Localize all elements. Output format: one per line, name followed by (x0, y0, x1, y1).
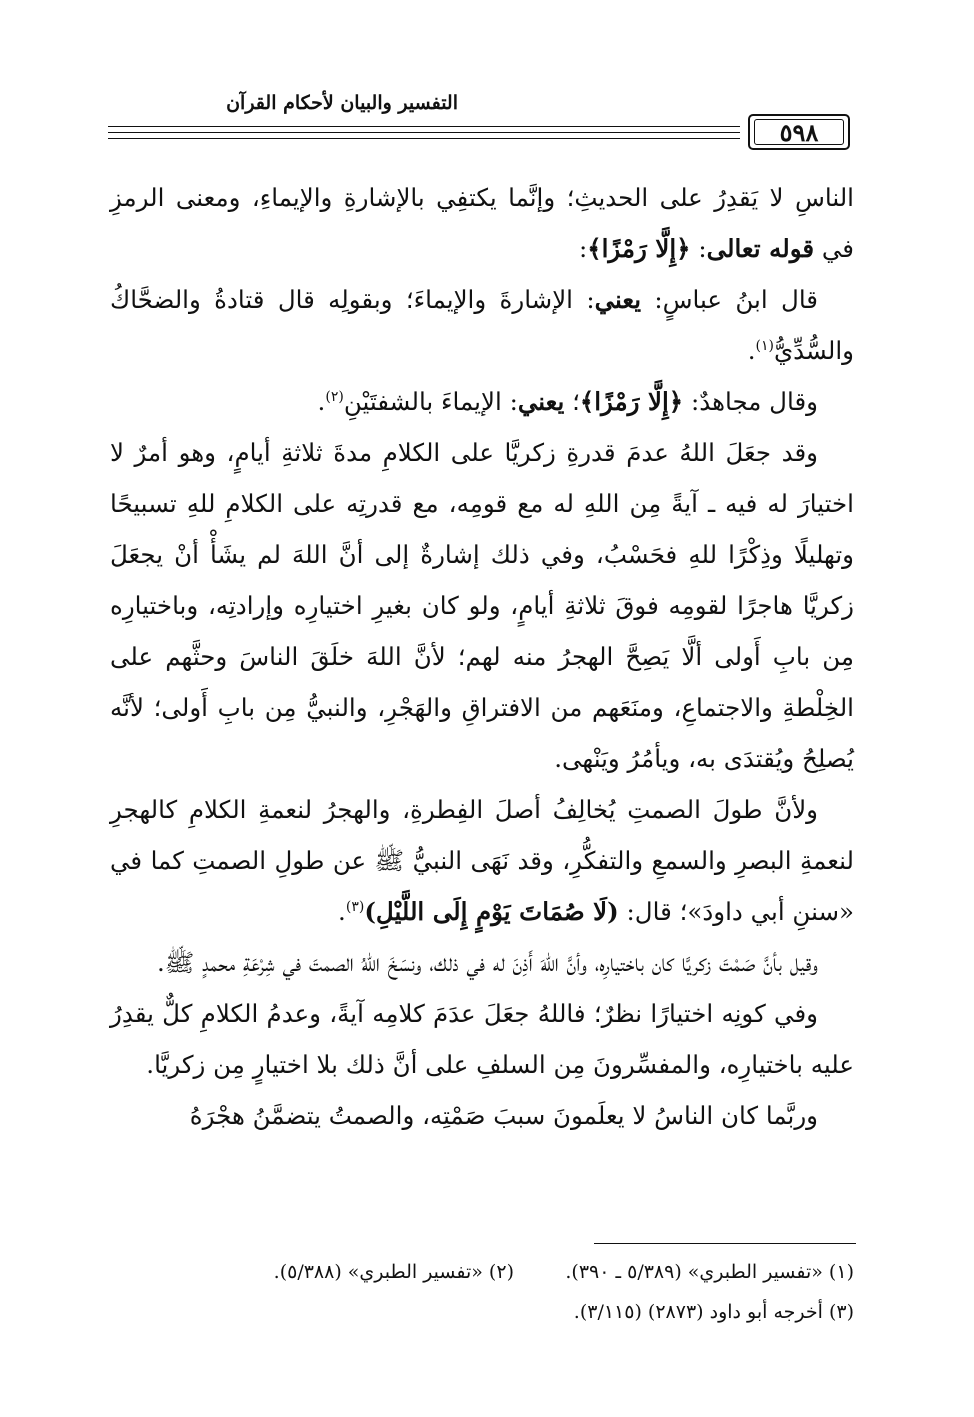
text-run: وقال مجاهدٌ: (683, 387, 818, 416)
footnote-separator (594, 1243, 856, 1244)
footnote-ref: (٢) (325, 388, 344, 405)
footnote-row (110, 1252, 854, 1292)
text-run: : (690, 234, 707, 263)
paragraph: وقد جعَلَ اللهُ عدمَ قدرةِ زكريَّا على الكلامِ مدةَ ثلاثةِ أيامٍ، وهو أمرٌ لا اختيارَ له فيه ـ آيةً مِن اللهِ له مع قومِه، مع قدرتِه على الكلامِ للهِ تسبيحًا وتهليلًا وذِكْرًا للهِ فحَسْبُ، وفي ذلك إشارةٌ إلى أنَّ اللهَ لم يشَأْ أنْ يجعَلَ زكريَّا هاجرًا لقومِه فوقَ ثلاثةِ أيامٍ، ولو كان بغيرِ اختيارِه وإرادتِه، وباختيارِه مِن بابِ أَولى ألَّا يَصِحَّ الهجرُ منه لهم؛ لأنَّ اللهَ خلَقَ الناسَ وحثَّهم على الخِلْطةِ والاجتماعِ، ومنَعَهم من الافتراقِ والهَجْرِ، والنبيُّ مِن بابِ أَولى؛ لأنَّه يُصلِحُ ويُقتدَى به، ويأمُرُ ويَنْهى. (110, 438, 854, 773)
book-title: التفسير والبيان لأحكام القرآن (226, 92, 458, 114)
footnote-2: (٢) «تفسير الطبري» (٥/٣٨٨). (273, 1261, 514, 1283)
paragraph: وفي كونِه اختيارًا نظرٌ؛ فاللهُ جعَلَ عدَمَ كلامِه آيةً، وعدمُ الكلامِ كلٌّ يقدِرُ عليه باختيارِه، والمفسِّرونَ مِن السلفِ على أنَّ ذلك بلا اختيارٍ مِن زكريَّا. (110, 999, 854, 1079)
main-text (110, 172, 854, 1141)
paragraph (110, 172, 854, 274)
quran-quote: ﴿إِلَّا رَمْزًا﴾ (587, 234, 691, 263)
text-run: ؛ (564, 387, 580, 416)
bold-text: قوله تعالى (706, 234, 815, 263)
hadith-quote: (لَا صُمَاتَ يَوْمٍ إِلَى اللَّيْلِ) (364, 897, 619, 926)
paragraph: وربَّما كان الناسُ لا يعلَمونَ سببَ صَمْتِه، والصمتُ يتضمَّنُ هجْرَهُ (189, 1101, 818, 1130)
footnote-ref: (١) (755, 337, 774, 354)
footnote-3: (٣) أخرجه أبو داود (٢٨٧٣) (٣/١١٥). (573, 1301, 854, 1323)
text-run: . (747, 336, 756, 365)
text-run: : الإشارةَ والإيماءَ؛ وبقولِه قال قتادةُ والضحَّاكُ والسُّدِّيُّ (110, 285, 854, 365)
paragraph (110, 376, 854, 427)
page-number-frame (748, 114, 850, 150)
page-number: ٥٩٨ (779, 117, 819, 147)
paragraph: وقيل بأنَّ صَمْتَ زكريَّا كان باختيارِه، وأنَّ اللهَ أَذِنَ له في ذلك، ونسَخَ اللهُ الصمتَ في شِرْعَةِ محمدٍ ﷺ. (156, 948, 818, 977)
bold-text: يعني (594, 285, 642, 314)
text-run: . (317, 387, 326, 416)
paragraph (110, 274, 854, 376)
footnote-ref: (٣) (345, 898, 365, 915)
text-run: ولأنَّ طولَ الصمتِ يُخالِفُ أصلَ الفِطرةِ، والهجرُ لنعمةِ الكلامِ كالهجرِ لنعمةِ البصرِ والسمعِ والتفكُّرِ، وقد نَهَى النبيُّ ﷺ عن طولِ الصمتِ كما في «سننِ أبي داودَ»؛ قال: (110, 795, 854, 926)
header-rule (108, 126, 740, 127)
header-rule (108, 138, 740, 139)
text-run: : (578, 234, 588, 263)
bold-text: يعني (517, 387, 565, 416)
text-run: . (338, 897, 346, 926)
text-run: : الإيماءَ بالشفتَيْنِ (343, 387, 518, 416)
paragraph (110, 784, 854, 937)
text-run: قال ابنُ عباسٍ: (641, 285, 818, 314)
running-header (108, 92, 850, 152)
footnotes (110, 1252, 854, 1332)
quran-quote: ﴿إِلَّا رَمْزًا﴾ (579, 387, 684, 416)
text-run: الناسِ لا يَقدِرُ على الحديثِ؛ وإنَّما يكتفِي بالإشارةِ والإيماءِ، ومعنى الرمزِ في (110, 183, 854, 263)
footnote-row (110, 1292, 854, 1332)
header-rule (108, 132, 740, 133)
footnote-1: (١) «تفسير الطبري» (٥/٣٨٩ ـ ٣٩٠). (565, 1261, 854, 1283)
